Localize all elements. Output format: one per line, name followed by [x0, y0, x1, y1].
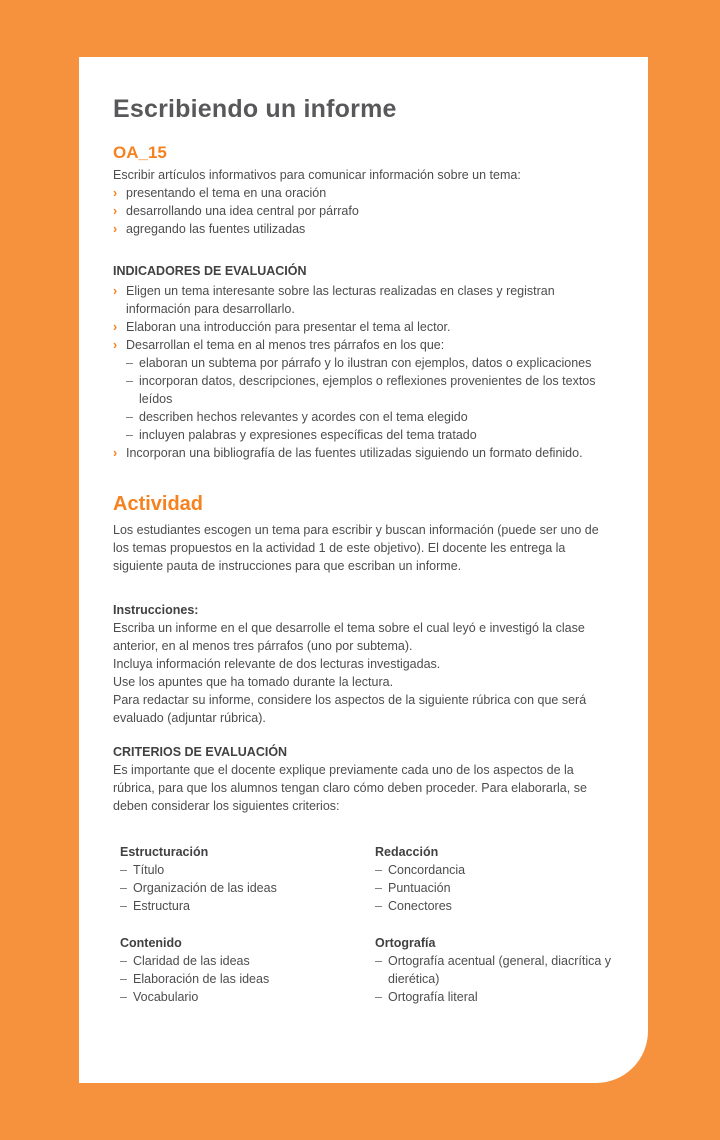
criteria-item-text: Concordancia [388, 863, 466, 877]
dash-bullet-icon: – [375, 863, 382, 877]
criteria-item-text: Organización de las ideas [133, 881, 277, 895]
dash-bullet-icon: – [120, 990, 127, 1004]
list-item [113, 282, 614, 318]
list-item [113, 318, 614, 336]
criteria-item [120, 879, 375, 897]
chevron-bullet-icon: › [113, 222, 118, 236]
criteria-group [375, 934, 614, 1006]
criteria-item-text: Elaboración de las ideas [133, 972, 270, 986]
oa-bullet-list [113, 184, 614, 238]
list-item [113, 444, 614, 462]
dash-bullet-icon: – [375, 899, 382, 913]
list-item-text: Desarrollan el tema en al menos tres párrafos en los que: [126, 338, 445, 352]
criteria-item-text: Ortografía acentual (general, diacrítica y dierética) [388, 954, 612, 986]
criteria-item [120, 988, 375, 1006]
criteria-item [120, 861, 375, 879]
sub-list-item-text: describen hechos relevantes y acordes con el tema elegido [139, 410, 468, 424]
criteria-item [375, 879, 614, 897]
list-item-text: presentando el tema en una oración [126, 186, 327, 200]
criteria-group-title: Ortografía [375, 936, 436, 950]
list-item [113, 184, 614, 202]
criteria-item-text: Estructura [133, 899, 190, 913]
criteria-item [120, 970, 375, 988]
dash-bullet-icon: – [120, 899, 127, 913]
criteria-group-title: Redacción [375, 845, 439, 859]
chevron-bullet-icon: › [113, 204, 118, 218]
criteria-item-text: Vocabulario [133, 990, 199, 1004]
dash-bullet-icon: – [126, 410, 133, 424]
criteria-item-text: Conectores [388, 899, 452, 913]
instructions-label: Instrucciones: [113, 603, 199, 617]
criteria-columns [113, 843, 614, 1006]
criteria-group [120, 934, 375, 1006]
list-item [113, 336, 614, 354]
criteria-item [375, 988, 614, 1006]
criteria-item [120, 897, 375, 915]
instruction-line: Use los apuntes que ha tomado durante la lectura. [113, 675, 394, 689]
sub-list-item [113, 372, 614, 408]
criteria-heading: CRITERIOS DE EVALUACIÓN [113, 745, 288, 759]
list-item-text: Incorporan una bibliografía de las fuentes utilizadas siguiendo un formato definido. [126, 446, 583, 460]
list-item-text: desarrollando una idea central por párrafo [126, 204, 359, 218]
dash-bullet-icon: – [120, 972, 127, 986]
instruction-line: Escriba un informe en el que desarrolle el tema sobre el cual leyó e investigó la clase anterior, en al menos tres párrafos (uno por subtema). [113, 621, 585, 653]
sub-list-item [113, 408, 614, 426]
list-item-text: Elaboran una introducción para presentar el tema al lector. [126, 320, 451, 334]
dash-bullet-icon: – [126, 428, 133, 442]
criteria-intro: Es importante que el docente explique previamente cada uno de los aspectos de la rúbrica, para que los alumnos tengan claro cómo deben proceder. Para elaborarla, se deben considerar los siguientes criterios: [113, 763, 587, 813]
list-item [113, 220, 614, 238]
list-item-text: Eligen un tema interesante sobre las lecturas realizadas en clases y registran información para desarrollarlo. [126, 284, 555, 316]
list-item [113, 202, 614, 220]
criteria-group-title: Contenido [120, 936, 182, 950]
criteria-item-text: Título [133, 863, 165, 877]
criteria-item-text: Puntuación [388, 881, 451, 895]
sub-list-item-text: elaboran un subtema por párrafo y lo ilustran con ejemplos, datos o explicaciones [139, 356, 592, 370]
dash-bullet-icon: – [375, 881, 382, 895]
criteria-item-text: Claridad de las ideas [133, 954, 250, 968]
chevron-bullet-icon: › [113, 320, 118, 334]
activity-intro: Los estudiantes escogen un tema para escribir y buscan información (puede ser uno de los temas propuestos en la actividad 1 de este objetivo). El docente les entrega la siguiente pauta de instrucciones para que escriban un informe. [113, 523, 599, 573]
list-item-text: agregando las fuentes utilizadas [126, 222, 306, 236]
criteria-item [120, 952, 375, 970]
sub-list-item-text: incluyen palabras y expresiones específicas del tema tratado [139, 428, 477, 442]
indicators-list [113, 282, 614, 462]
sub-list-item-text: incorporan datos, descripciones, ejemplos o reflexiones provenientes de los textos leídos [139, 374, 596, 406]
criteria-group [375, 843, 614, 915]
criteria-item [375, 897, 614, 915]
sub-list-item [113, 426, 614, 444]
criteria-item [375, 861, 614, 879]
chevron-bullet-icon: › [113, 338, 118, 352]
dash-bullet-icon: – [126, 356, 133, 370]
content-card [79, 57, 648, 1083]
dash-bullet-icon: – [375, 954, 382, 968]
criteria-column-right [375, 843, 614, 1006]
instruction-line: Incluya información relevante de dos lecturas investigadas. [113, 657, 441, 671]
oa-intro: Escribir artículos informativos para comunicar información sobre un tema: [113, 168, 521, 182]
criteria-group [120, 843, 375, 915]
oa-heading: OA_15 [113, 143, 167, 162]
dash-bullet-icon: – [120, 881, 127, 895]
indicators-heading: INDICADORES DE EVALUACIÓN [113, 264, 307, 278]
dash-bullet-icon: – [375, 990, 382, 1004]
dash-bullet-icon: – [120, 863, 127, 877]
instruction-line: Para redactar su informe, considere los aspectos de la siguiente rúbrica con que será evaluado (adjuntar rúbrica). [113, 693, 587, 725]
dash-bullet-icon: – [126, 374, 133, 388]
dash-bullet-icon: – [120, 954, 127, 968]
page-title: Escribiendo un informe [113, 95, 397, 123]
criteria-column-left [120, 843, 375, 1006]
criteria-item-text: Ortografía literal [388, 990, 478, 1004]
chevron-bullet-icon: › [113, 186, 118, 200]
chevron-bullet-icon: › [113, 446, 118, 460]
criteria-group-title: Estructuración [120, 845, 209, 859]
sub-list-item [113, 354, 614, 372]
activity-heading: Actividad [113, 493, 204, 515]
chevron-bullet-icon: › [113, 284, 118, 298]
criteria-item [375, 952, 614, 988]
